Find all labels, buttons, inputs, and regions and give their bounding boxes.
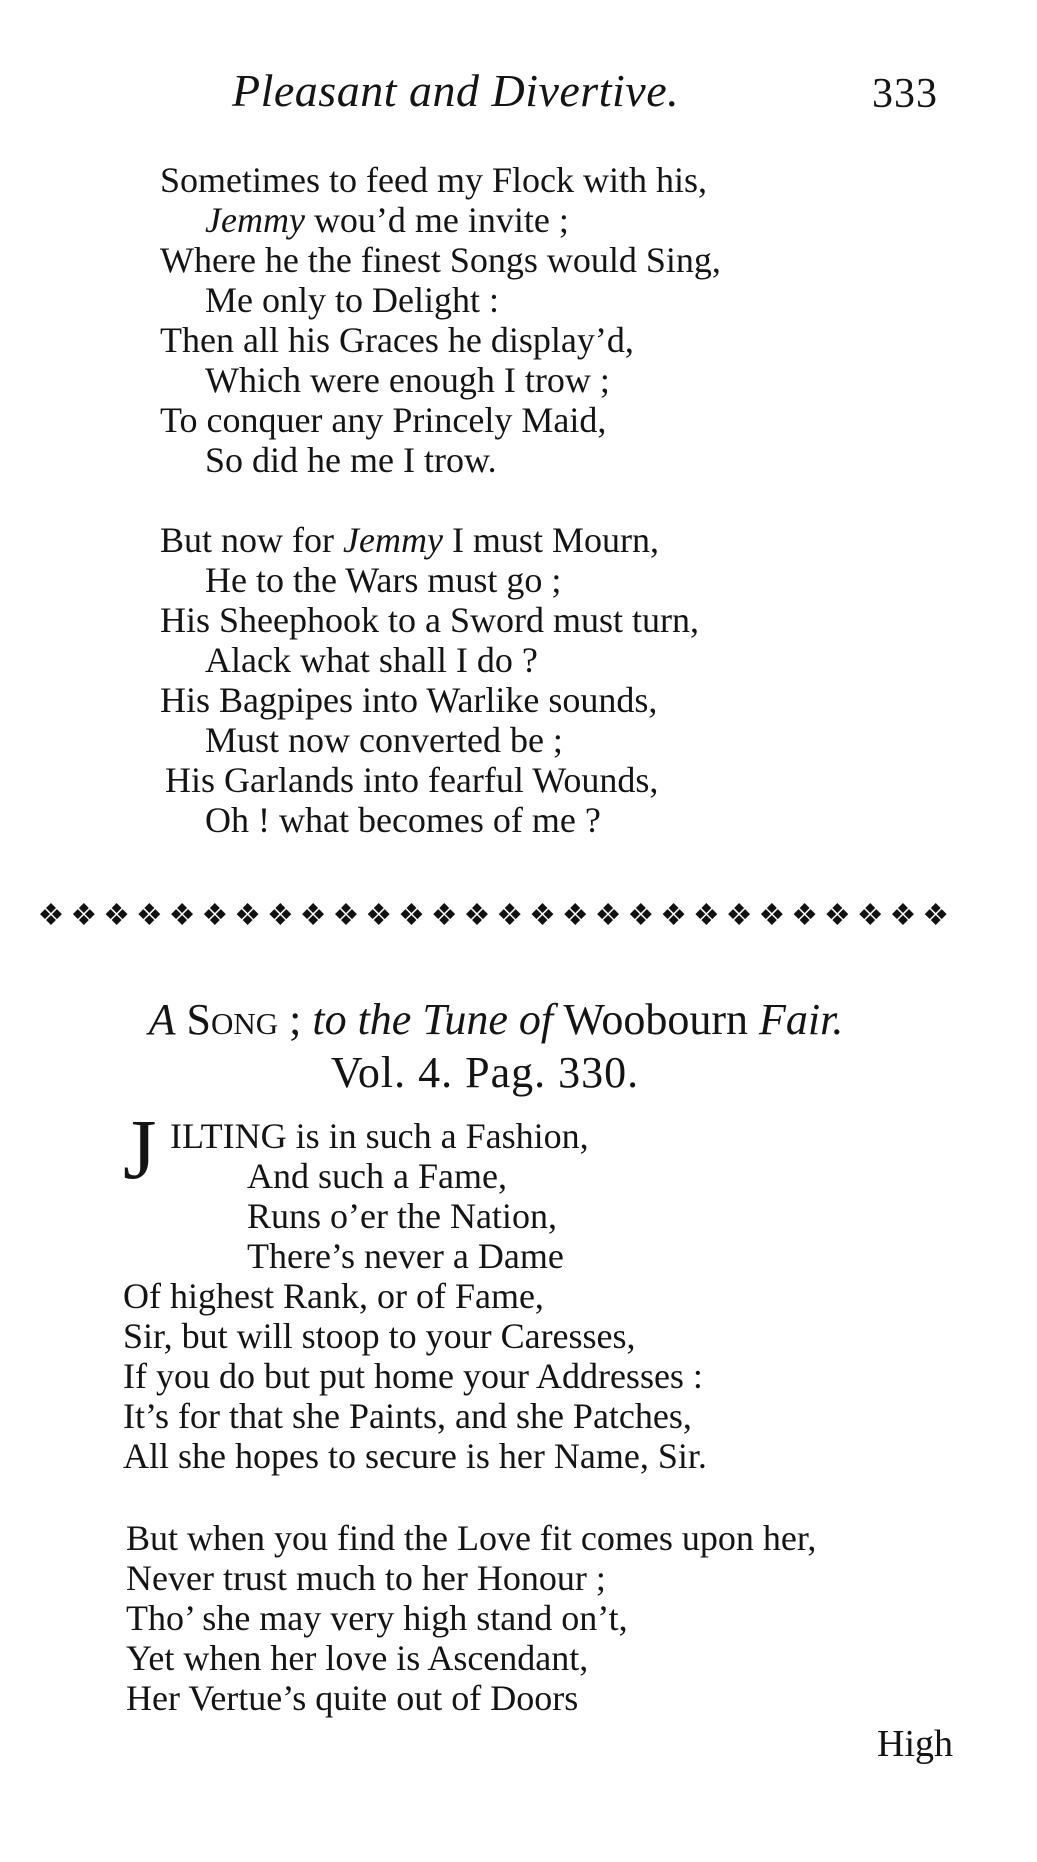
drop-cap: J (123, 1101, 157, 1197)
fleuron-icon: ❖ (397, 898, 425, 932)
running-title: Pleasant and Divertive. (232, 65, 680, 116)
fleuron-icon: ❖ (594, 898, 622, 932)
fleuron-icon: ❖ (496, 898, 524, 932)
ornamental-divider (36, 895, 951, 935)
verse-line: His Bagpipes into Warlike sounds, (160, 680, 658, 720)
verse-line: Alack what shall I do ? (205, 640, 538, 680)
fleuron-icon: ❖ (332, 898, 360, 932)
fleuron-icon: ❖ (627, 898, 655, 932)
fleuron-icon: ❖ (692, 898, 720, 932)
verse-line: He to the Wars must go ; (205, 560, 562, 600)
fleuron-icon: ❖ (266, 898, 294, 932)
page-number: 333 (872, 71, 938, 117)
verse-line: Where he the finest Songs would Sing, (160, 240, 721, 280)
page-header (0, 64, 1037, 124)
verse-line: Runs o’er the Nation, (247, 1196, 557, 1236)
verse-line: Jemmy wou’d me invite ; (205, 200, 569, 240)
verse-line: Me only to Delight : (205, 280, 499, 320)
verse-line: Yet when her love is Ascendant, (126, 1638, 589, 1678)
fleuron-icon: ❖ (856, 898, 884, 932)
fleuron-icon: ❖ (365, 898, 393, 932)
fleuron-icon: ❖ (660, 898, 687, 932)
name-jemmy: Jemmy (205, 200, 305, 240)
verse-line: To conquer any Princely Maid, (160, 400, 607, 440)
name-jemmy: Jemmy (343, 520, 443, 560)
fleuron-icon: ❖ (430, 898, 458, 932)
fleuron-icon: ❖ (791, 898, 819, 932)
fleuron-icon: ❖ (299, 898, 327, 932)
verse-line: All she hopes to secure is her Name, Sir. (123, 1436, 707, 1476)
verse-line: Of highest Rank, or of Fame, (123, 1276, 544, 1316)
verse-line: If you do but put home your Addresses : (123, 1356, 703, 1396)
fleuron-icon: ❖ (135, 898, 163, 932)
fleuron-icon: ❖ (889, 898, 917, 932)
verse-line: So did he me I trow. (205, 440, 497, 480)
fleuron-icon: ❖ (234, 898, 262, 932)
verse-line: Tho’ she may very high stand on’t, (126, 1598, 628, 1638)
fleuron-icon: ❖ (168, 898, 196, 932)
verse-line: Sometimes to feed my Flock with his, (160, 160, 707, 200)
fleuron-icon: ❖ (70, 898, 98, 932)
fleuron-icon: ❖ (463, 898, 491, 932)
verse-line: His Garlands into fearful Wounds, (165, 760, 659, 800)
verse-line: Sir, but will stoop to your Caresses, (123, 1316, 636, 1356)
fleuron-icon: ❖ (529, 898, 556, 932)
song-reference: Vol. 4. Pag. 330. (330, 1048, 640, 1097)
fleuron-icon: ❖ (823, 898, 851, 932)
verse-line: And such a Fame, (247, 1156, 507, 1196)
fleuron-icon: ❖ (103, 898, 130, 932)
verse-line: But when you find the Love fit comes upon her, (126, 1518, 817, 1558)
verse-line: ILTING is in such a Fashion, (170, 1116, 589, 1156)
verse-line: Her Vertue’s quite out of Doors (126, 1678, 579, 1718)
verse-line: It’s for that she Paints, and she Patches, (123, 1396, 692, 1436)
verse-line: Never trust much to her Honour ; (126, 1558, 606, 1598)
verse-line: Must now converted be ; (205, 720, 563, 760)
verse-line: Which were enough I trow ; (205, 360, 610, 400)
fleuron-icon: ❖ (37, 898, 65, 932)
verse-line: His Sheephook to a Sword must turn, (160, 600, 699, 640)
fleuron-icon: ❖ (201, 898, 229, 932)
song-title: A Song ; to the Tune of Woobourn Fair. (148, 995, 844, 1044)
verse-line: There’s never a Dame (247, 1236, 564, 1276)
fleuron-icon: ❖ (725, 898, 753, 932)
verse-line: Then all his Graces he display’d, (160, 320, 634, 360)
fleuron-icon: ❖ (922, 898, 950, 932)
verse-line: But now for Jemmy I must Mourn, (160, 520, 659, 560)
catchword: High (877, 1723, 953, 1765)
verse-line: Oh ! what becomes of me ? (205, 800, 601, 840)
fleuron-icon: ❖ (758, 898, 786, 932)
fleuron-icon: ❖ (561, 898, 589, 932)
